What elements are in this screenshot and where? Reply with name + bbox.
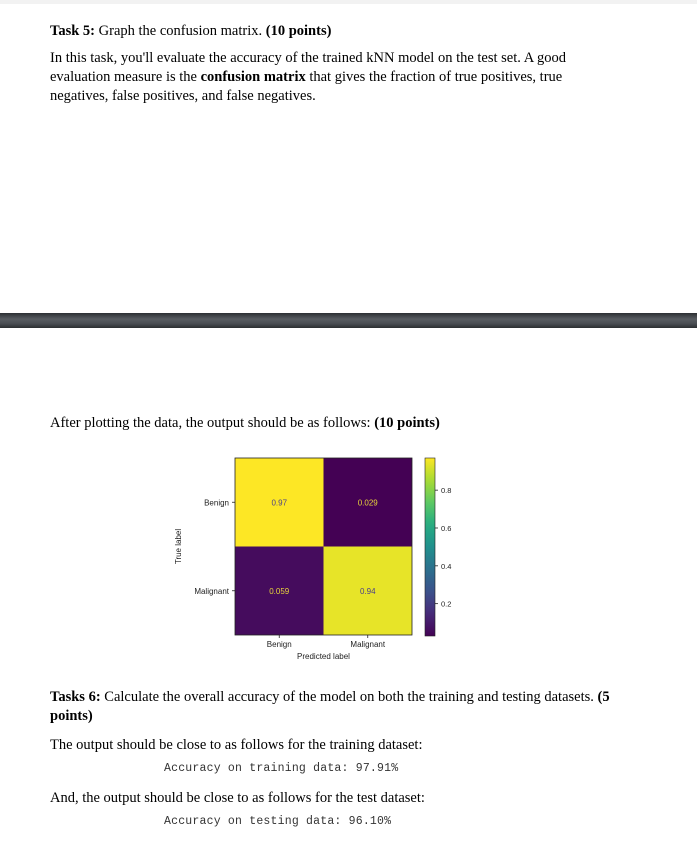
test-accuracy-output: Accuracy on testing data: 96.10% (164, 815, 392, 828)
cell-value-label: 0.94 (359, 586, 376, 596)
test-output-intro: And, the output should be close to as follows for the test dataset: (50, 790, 425, 806)
task5-body-end: that gives the fraction of true positives, true negatives, false positives, and false negatives. (50, 69, 563, 104)
task6-title: Calculate the overall accuracy of the model on both the training and testing datasets. (100, 689, 598, 705)
colorbar-tick-label: 0.4 (441, 561, 452, 571)
colorbar (425, 458, 451, 636)
x-tick-label: Benign (266, 640, 292, 649)
after-plot-text: After plotting the data, the output should be as follows: (50, 415, 375, 431)
colorbar-gradient (425, 458, 435, 636)
task6-heading (50, 688, 650, 726)
cell-value-label: 0.97 (271, 498, 288, 508)
training-accuracy-output: Accuracy on training data: 97.91% (164, 762, 399, 775)
confusion-matrix-term: confusion matrix (200, 69, 306, 85)
task6-points: (5 points) (50, 689, 610, 724)
task6-label: Tasks 6: (50, 689, 101, 705)
cell-value-label: 0.029 (357, 498, 378, 508)
colorbar-tick-label: 0.2 (441, 599, 452, 609)
task5-points: (10 points) (265, 23, 332, 39)
training-output-intro: The output should be close to as follows for the training dataset: (50, 737, 423, 753)
task5-label: Task 5: (50, 23, 96, 39)
y-tick-label: Benign (204, 498, 229, 508)
task5-body-start: In this task, you'll evaluate the accuracy of the trained kNN model on the test set. A good evaluation measure is the (50, 50, 567, 85)
task5-title: Graph the confusion matrix. (95, 23, 266, 39)
after-plot-points: (10 points) (374, 415, 440, 431)
cell-value-label: 0.059 (269, 586, 290, 596)
colorbar-tick-label: 0.8 (441, 486, 452, 496)
y-tick-label: Malignant (194, 586, 229, 596)
x-tick-label: Malignant (350, 640, 386, 649)
x-axis-label: Predicted label (297, 652, 350, 661)
heatmap-cells (235, 458, 412, 635)
colorbar-tick-label: 0.6 (441, 523, 452, 533)
y-axis-label: True label (174, 528, 183, 565)
